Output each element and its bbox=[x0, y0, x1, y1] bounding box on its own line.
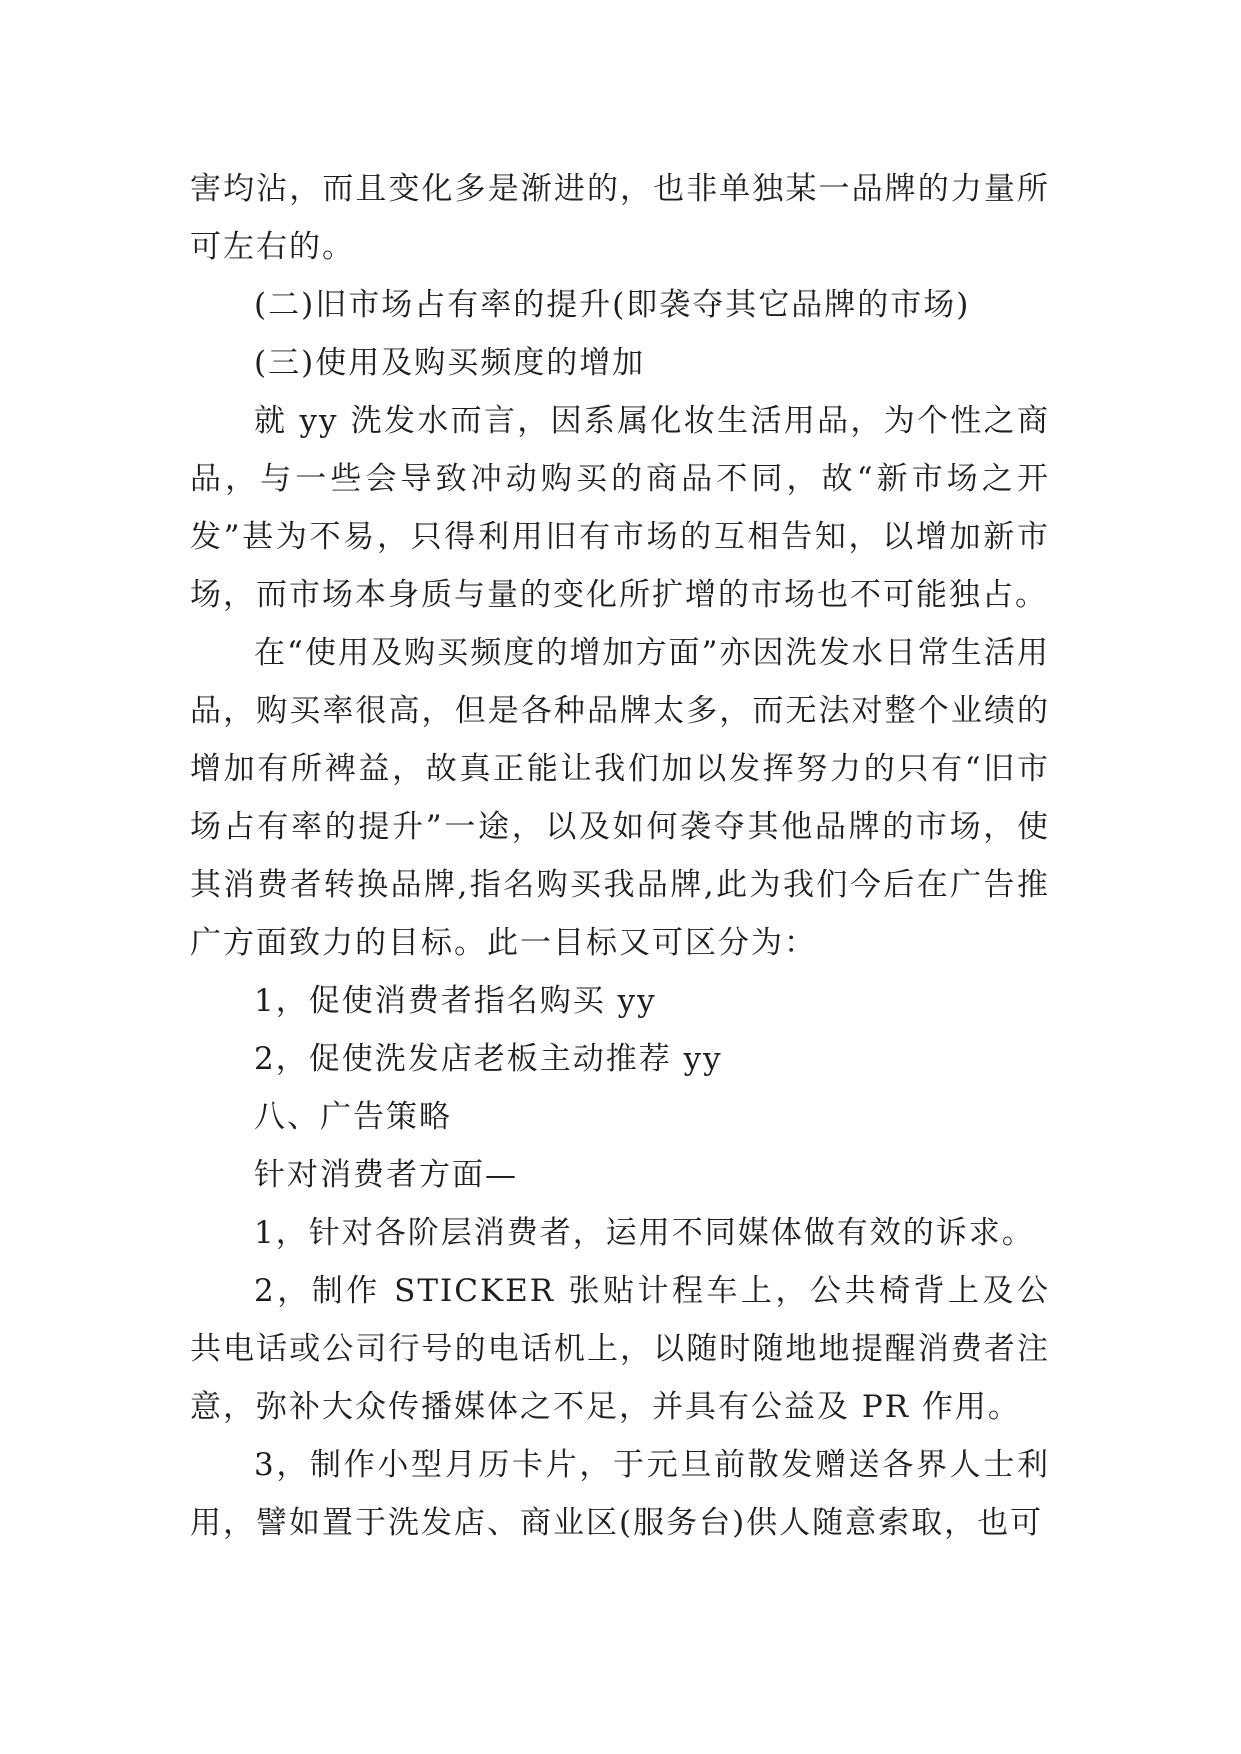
section-heading: 八、广告策略 bbox=[254, 1099, 452, 1135]
paragraph-3: (三)使用及购买频度的增加 bbox=[254, 345, 646, 381]
paragraph-1: 害均沾，而且变化多是渐进的，也非单独某一品牌的力量所可左右的。 bbox=[190, 171, 1050, 265]
paragraph-5: 在“使用及购买频度的增加方面”亦因洗发水日常生活用品，购买率很高，但是各种品牌太多，而无法对整个业绩的增加有所裨益，故真正能让我们加以发挥努力的只有“旧市场占有率的提升”一途，以及如何袭夺其他品牌的市场，使其消费者转换品牌,指名购买我品牌,此为我们今后在广告推广方面致力的目标。此一目标又可区分为： bbox=[190, 635, 1050, 961]
paragraph-6: 1，促使消费者指名购买 yy bbox=[254, 983, 657, 1019]
paragraph-9: 针对消费者方面— bbox=[254, 1157, 518, 1193]
document-body bbox=[190, 160, 1050, 1552]
paragraph-11: 2，制作 STICKER 张贴计程车上，公共椅背上及公共电话或公司行号的电话机上，以随时随地地提醒消费者注意，弥补大众传播媒体之不足，并具有公益及 PR 作用。 bbox=[190, 1273, 1050, 1425]
paragraph-7: 2，促使洗发店老板主动推荐 yy bbox=[254, 1041, 723, 1077]
paragraph-2: (二)旧市场占有率的提升(即袭夺其它品牌的市场) bbox=[254, 287, 971, 323]
paragraph-10: 1，针对各阶层消费者，运用不同媒体做有效的诉求。 bbox=[254, 1215, 1035, 1251]
paragraph-12: 3，制作小型月历卡片，于元旦前散发赠送各界人士利用，譬如置于洗发店、商业区(服务台)供人随意索取，也可 bbox=[190, 1447, 1050, 1541]
paragraph-4: 就 yy 洗发水而言，因系属化妆生活用品，为个性之商品，与一些会导致冲动购买的商品不同，故“新市场之开发”甚为不易，只得利用旧有市场的互相告知，以增加新市场，而市场本身质与量的变化所扩增的市场也不可能独占。 bbox=[190, 403, 1050, 613]
